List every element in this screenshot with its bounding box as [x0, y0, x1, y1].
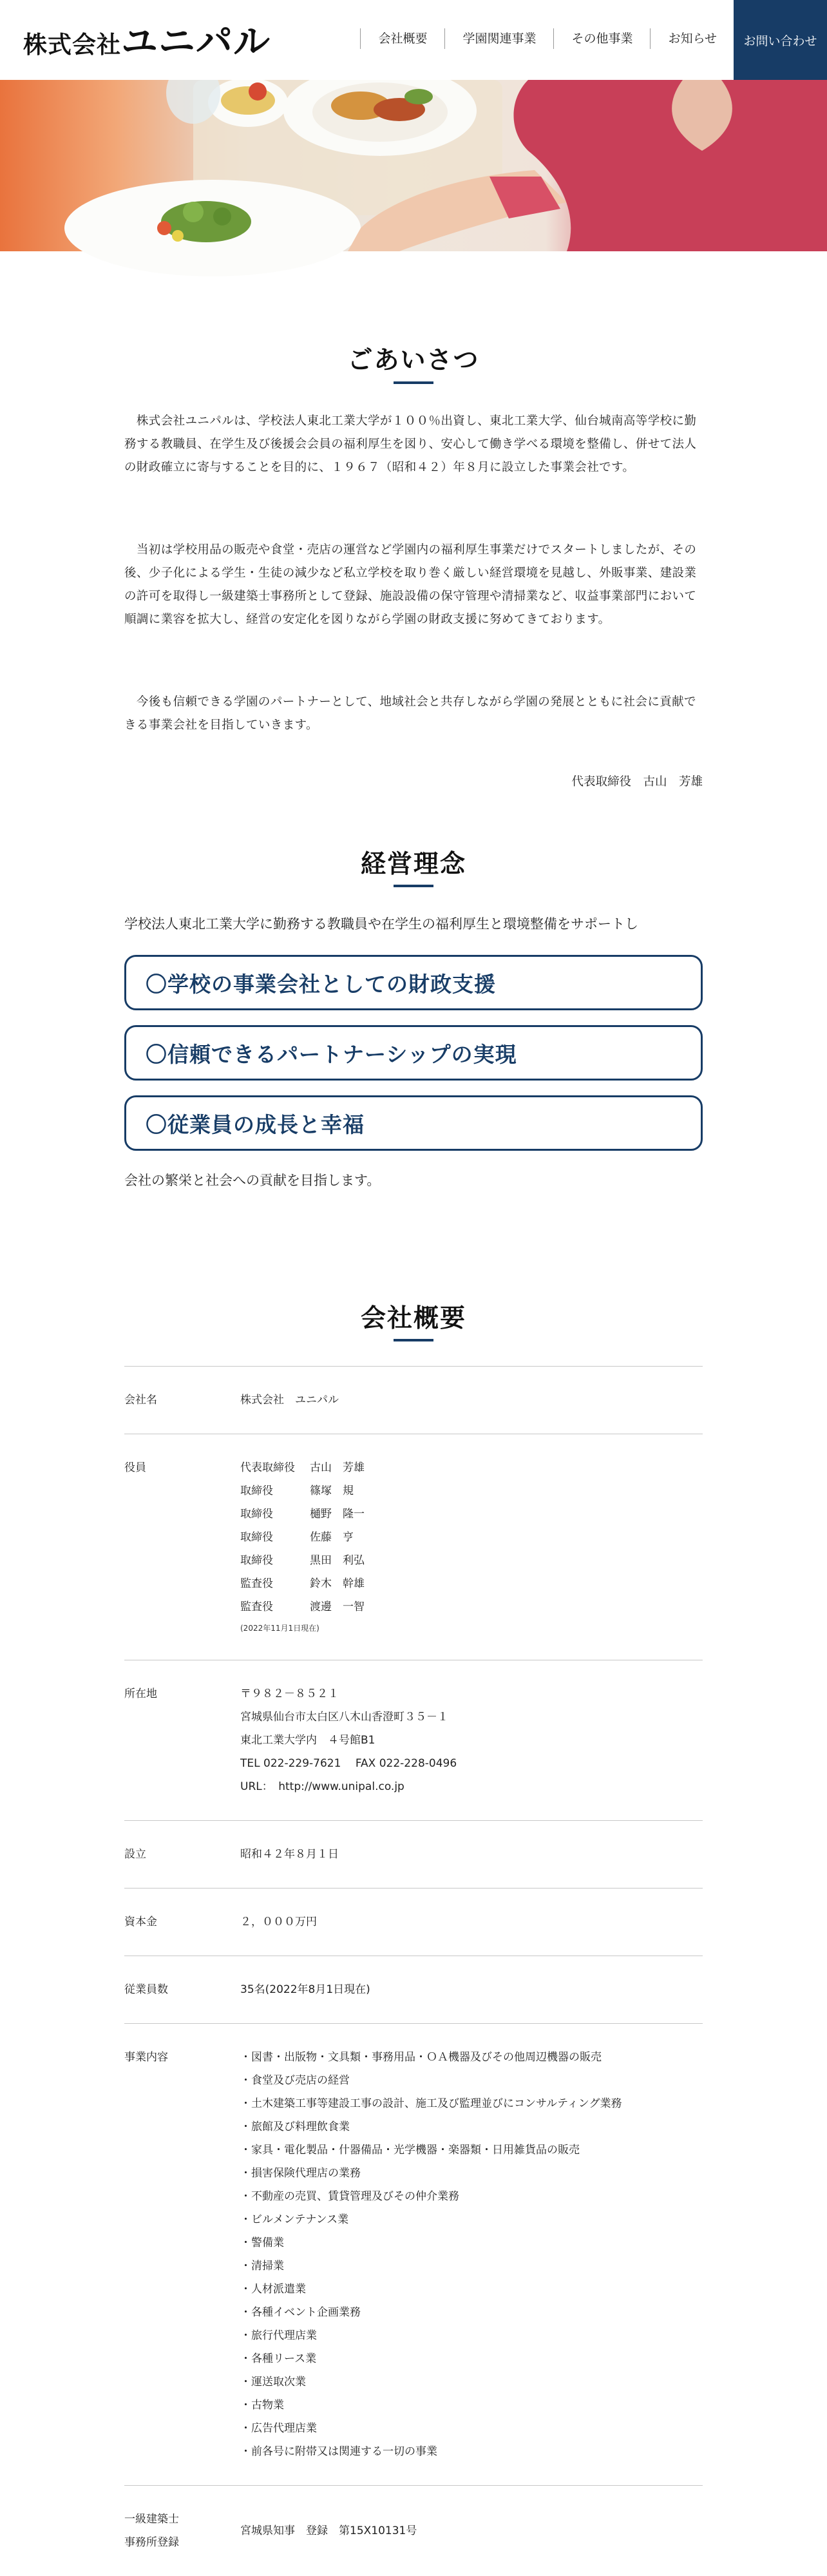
- officer-role: 監査役: [240, 1577, 273, 1590]
- officer-row: [240, 1456, 703, 1479]
- value-company-name: 株式会社 ユニパル: [240, 1394, 339, 1407]
- officer-row: [240, 1503, 703, 1526]
- philosophy-item-2-text: 〇信頼できるパートナーシップの実現: [146, 1041, 517, 1067]
- officer-row: [240, 1479, 703, 1503]
- row-architect-office: [124, 2485, 703, 2576]
- business-item: ・旅行代理店業: [240, 2329, 317, 2342]
- row-business: [124, 2023, 703, 2485]
- officer-role: 取締役: [240, 1508, 273, 1521]
- business-item: ・旅館及び料理飲食業: [240, 2120, 350, 2133]
- greeting-title: ごあいさつ: [347, 346, 480, 375]
- business-item: ・各種リース業: [240, 2352, 317, 2365]
- business-item: ・損害保険代理店の業務: [240, 2167, 361, 2180]
- label-employees: 従業員数: [124, 1983, 168, 1996]
- greeting-paragraph-2: 当初は学校用品の販売や食堂・売店の運営など学園内の福利厚生事業だけでスタートしましたが、その後、少子化による学生・生徒の減少など私立学校を取り巻く厳しい経営環境を見越し、外販事業、建設業の許可を取得し一級建築士事務所として登録、施設設備の保守管理や清掃業など、収益事業部門において順調に業容を拡大し、経営の安定化を図りながら学園の財政支援に努めてきております。: [124, 543, 697, 626]
- logo-brand: ユニパル: [121, 21, 271, 63]
- philosophy-title: 経営理念: [360, 850, 466, 879]
- philosophy-lead: 学校法人東北工業大学に勤務する教職員や在学生の福利厚生と環境整備をサポートし: [124, 916, 638, 932]
- philosophy-title-underline: [394, 885, 433, 887]
- address-phone-fax: TEL 022-229-7621 FAX 022-228-0496: [240, 1757, 457, 1770]
- label-company-name: 会社名: [124, 1394, 157, 1407]
- address-street: 宮城県仙台市太白区八木山香澄町３５－１: [240, 1711, 448, 1724]
- business-item: ・家具・電化製品・什器備品・光学機器・楽器類・日用雑貨品の販売: [240, 2144, 580, 2157]
- greeting-paragraph-1: 株式会社ユニパルは、学校法人東北工業大学が１００％出資し、東北工業大学、仙台城南高等学校に勤務する教職員、在学生及び後援会会員の福利厚生を図り、安心して働き学べる環境を整備し、併せて法人の財政確立に寄与することを目的に、１９６７（昭和４２）年８月に設立した事業会社です。: [124, 414, 697, 474]
- nav-item-other-business[interactable]: その他事業: [553, 28, 650, 49]
- officer-role: 取締役: [240, 1531, 273, 1544]
- overview-title: 会社概要: [360, 1304, 466, 1333]
- address-url[interactable]: URL： http://www.unipal.co.jp: [240, 1780, 404, 1793]
- philosophy-item-2: [124, 1025, 703, 1081]
- value-architect-office: 宮城県知事 登録 第15X10131号: [240, 2524, 417, 2537]
- officer-row: [240, 1572, 703, 1595]
- site-header: [0, 0, 827, 80]
- row-employees: [124, 1956, 703, 2023]
- officer-role: 監査役: [240, 1600, 273, 1613]
- nav-item-school-business[interactable]: 学園関連事業: [444, 28, 553, 49]
- value-employees: 35名(2022年8月1日現在): [240, 1983, 370, 1996]
- philosophy-tail: 会社の繁栄と社会への貢献を目指します。: [124, 1173, 381, 1188]
- business-item: ・警備業: [240, 2236, 284, 2249]
- row-address: [124, 1660, 703, 1820]
- philosophy-item-3-text: 〇従業員の成長と幸福: [146, 1111, 365, 1137]
- business-item: ・広告代理店業: [240, 2422, 317, 2435]
- business-item: ・食堂及び売店の経営: [240, 2074, 350, 2087]
- greeting-title-underline: [394, 381, 433, 384]
- business-item: ・土木建築工事等建設工事の設計、施工及び監理並びにコンサルティング業務: [240, 2097, 622, 2110]
- officer-name: 古山 芳雄: [310, 1461, 365, 1474]
- label-business: 事業内容: [124, 2051, 168, 2064]
- philosophy-item-1: [124, 955, 703, 1010]
- philosophy-item-3: [124, 1095, 703, 1151]
- business-item: ・前各号に附帯又は関連する一切の事業: [240, 2445, 437, 2458]
- hero-illustration: [0, 80, 827, 251]
- address-postal-code: 〒９８２－８５２１: [240, 1687, 339, 1700]
- value-capital: ２，０００万円: [240, 1916, 317, 1928]
- label-officers: 役員: [124, 1461, 146, 1474]
- label-address: 所在地: [124, 1687, 157, 1700]
- greeting-paragraph-3: 今後も信頼できる学園のパートナーとして、地域社会と共存しながら学園の発展とともに社会に貢献できる事業会社を目指していきます。: [124, 695, 696, 732]
- officer-row: [240, 1595, 703, 1619]
- overview-title-underline: [394, 1339, 433, 1341]
- site-logo[interactable]: [23, 19, 271, 61]
- address-building: 東北工業大学内 ４号館B1: [240, 1734, 375, 1747]
- label-architect-office: [124, 2508, 240, 2554]
- global-nav: [360, 28, 734, 49]
- row-founded: [124, 1820, 703, 1888]
- officer-role: 取締役: [240, 1554, 273, 1567]
- officer-role: 代表取締役: [240, 1461, 295, 1474]
- officer-name: 鈴木 幹雄: [310, 1577, 365, 1590]
- value-officers: [240, 1456, 703, 1638]
- officer-row: [240, 1549, 703, 1572]
- label-architect-office-text: 一級建築士事務所登録: [124, 2513, 179, 2549]
- philosophy-item-1-text: 〇学校の事業会社としての財政支援: [146, 971, 496, 997]
- business-item: ・運送取次業: [240, 2376, 306, 2389]
- officer-name: 渡邊 一智: [310, 1600, 365, 1613]
- value-business: [240, 2046, 703, 2463]
- officer-name: 篠塚 規: [310, 1485, 354, 1497]
- business-item: ・清掃業: [240, 2260, 284, 2273]
- value-address: [240, 1682, 703, 1798]
- nav-item-company[interactable]: 会社概要: [360, 28, 444, 49]
- officers-as-of-note: (2022年11月1日現在): [240, 1624, 319, 1633]
- business-item: ・各種イベント企画業務: [240, 2306, 361, 2319]
- business-item: ・図書・出版物・文具類・事務用品・ＯＡ機器及びその他周辺機器の販売: [240, 2051, 602, 2064]
- row-capital: [124, 1888, 703, 1956]
- row-officers: [124, 1434, 703, 1660]
- nav-item-news[interactable]: お知らせ: [650, 28, 734, 49]
- officer-row: [240, 1526, 703, 1549]
- business-item: ・古物業: [240, 2399, 284, 2412]
- row-company-name: [124, 1366, 703, 1434]
- contact-button[interactable]: お問い合わせ: [734, 0, 827, 80]
- officer-role: 取締役: [240, 1485, 273, 1497]
- business-item: ・ビルメンテナンス業: [240, 2213, 349, 2226]
- officer-name: 黒田 利弘: [310, 1554, 365, 1567]
- business-item: ・不動産の売買、賃貸管理及びその仲介業務: [240, 2190, 459, 2203]
- business-item: ・人材派遣業: [240, 2283, 306, 2296]
- label-founded: 設立: [124, 1848, 146, 1861]
- officer-name: 佐藤 亨: [310, 1531, 354, 1544]
- hero-image: [0, 80, 827, 251]
- officer-name: 樋野 隆一: [310, 1508, 365, 1521]
- logo-prefix: 株式会社: [23, 31, 121, 59]
- greeting-signature: 代表取締役 古山 芳雄: [571, 775, 703, 789]
- label-capital: 資本金: [124, 1916, 157, 1928]
- value-founded: 昭和４２年８月１日: [240, 1848, 339, 1861]
- company-overview-table: [124, 1366, 703, 2576]
